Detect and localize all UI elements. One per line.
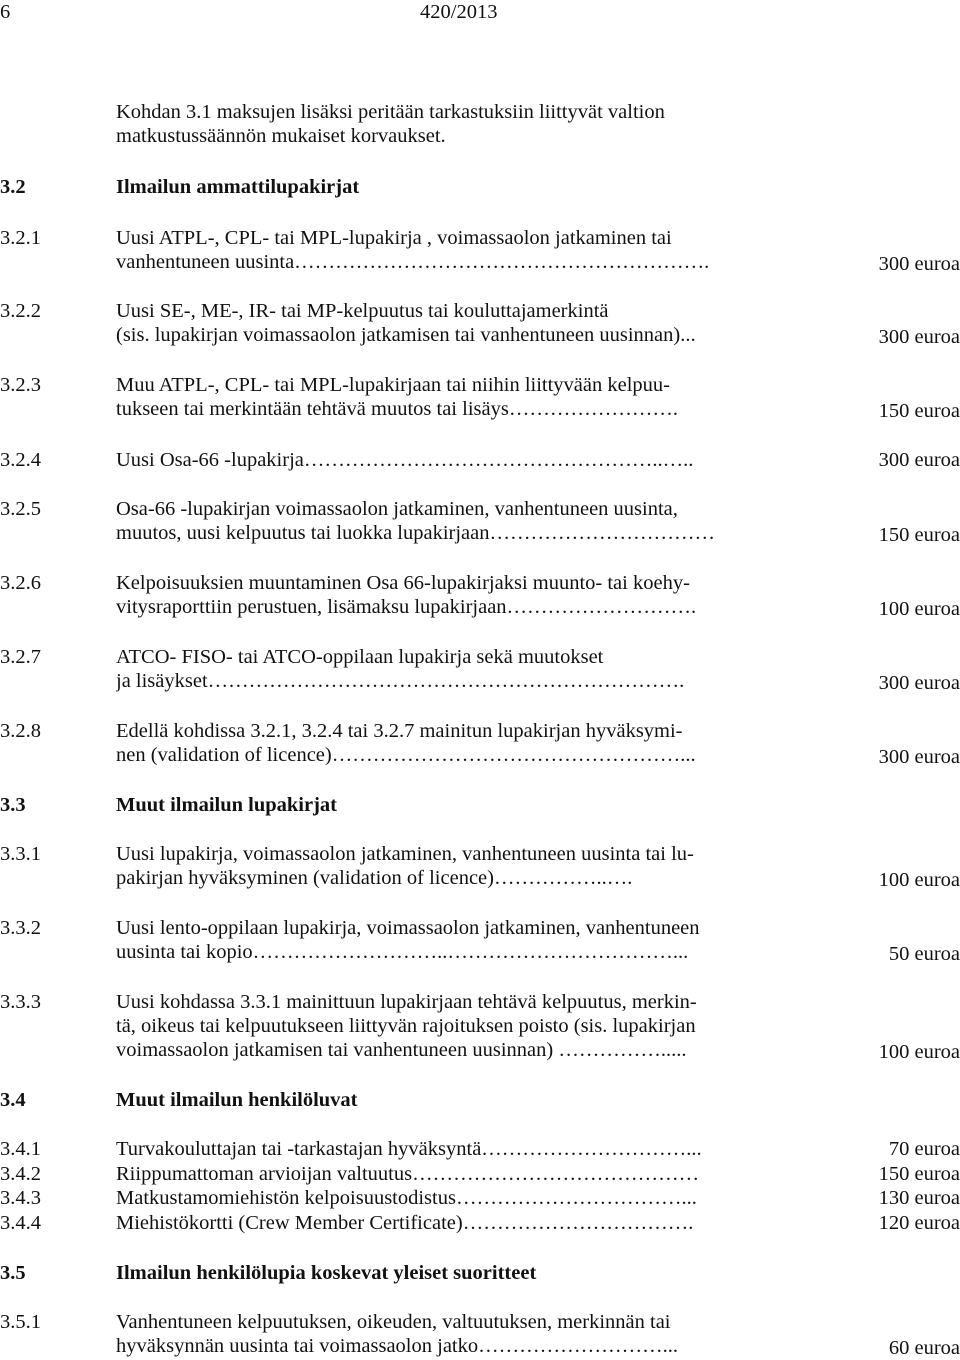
item-text-line: tukseen tai merkintään tehtävä muutos tai lisäys…………………….	[116, 398, 678, 420]
item-price: 100 euroa	[878, 598, 960, 620]
item-text-line: hyväksynnän uusinta tai voimassaolon jatko………………………...	[116, 1335, 678, 1357]
item-text-line: Uusi lupakirja, voimassaolon jatkaminen, vanhentuneen uusinta tai lu-	[116, 843, 694, 865]
item-number: 3.2.1	[0, 227, 41, 249]
item-price: 300 euroa	[878, 449, 960, 471]
item-price: 120 euroa	[878, 1212, 960, 1234]
item-text-line: Kelpoisuuksien muuntaminen Osa 66-lupakirjaksi muunto- tai koehy-	[116, 572, 690, 594]
item-text-line: vitysraporttiin perustuen, lisämaksu lupakirjaan……………………….	[116, 596, 697, 618]
item-text-line: Turvakouluttajan tai -tarkastajan hyväksyntä…………………………...	[116, 1138, 702, 1160]
item-text-line: Miehistökortti (Crew Member Certificate)…………………………….	[116, 1212, 694, 1234]
item-number: 3.2.3	[0, 374, 41, 396]
item-text-line: tä, oikeus tai kelpuutukseen liittyvän rajoituksen poisto (sis. lupakirjan	[116, 1015, 696, 1037]
item-text-line: uusinta tai kopio………………………..……………………………...	[116, 941, 689, 963]
item-number: 3.2.6	[0, 572, 41, 594]
item-text-line: pakirjan hyväksyminen (validation of licence)……………..….	[116, 867, 633, 889]
item-text-line: muutos, uusi kelpuutus tai luokka lupakirjaan……………………………	[116, 522, 716, 544]
item-price: 150 euroa	[878, 524, 960, 546]
item-text-line: Uusi Osa-66 -lupakirja……………………………………………..…..	[116, 449, 694, 471]
section-title: Ilmailun henkilölupia koskevat yleiset suoritteet	[116, 1262, 537, 1284]
item-text-line: voimassaolon jatkamisen tai vanhentuneen uusinnan) …………….....	[116, 1039, 687, 1061]
intro-line: matkustussäännön mukaiset korvaukset.	[116, 125, 446, 147]
item-price: 130 euroa	[878, 1187, 960, 1209]
intro-line: Kohdan 3.1 maksujen lisäksi peritään tarkastuksiin liittyvät valtion	[116, 101, 665, 123]
item-text-line: ja lisäykset…………………………………………………………….	[116, 670, 685, 692]
item-number: 3.2.4	[0, 449, 41, 471]
item-number: 3.3.2	[0, 917, 41, 939]
item-price: 300 euroa	[878, 746, 960, 768]
item-text-line: Uusi SE-, ME-, IR- tai MP-kelpuutus tai kouluttajamerkintä	[116, 300, 609, 322]
item-price: 70 euroa	[888, 1138, 960, 1160]
item-text-line: Edellä kohdissa 3.2.1, 3.2.4 tai 3.2.7 mainitun lupakirjan hyväksymi-	[116, 720, 683, 742]
item-price: 50 euroa	[888, 943, 960, 965]
item-text-line: vanhentuneen uusinta…………………………………………………….	[116, 251, 710, 273]
item-text-line: Matkustamomiehistön kelpoisuustodistus……………………………...	[116, 1187, 697, 1209]
section-number: 3.3	[0, 794, 26, 816]
item-price: 300 euroa	[878, 253, 960, 275]
item-text-line: Vanhentuneen kelpuutuksen, oikeuden, valtuutuksen, merkinnän tai	[116, 1311, 671, 1333]
item-text-line: Uusi kohdassa 3.3.1 mainittuun lupakirjaan tehtävä kelpuutus, merkin-	[116, 991, 697, 1013]
section-title: Muut ilmailun henkilöluvat	[116, 1089, 358, 1111]
item-number: 3.4.4	[0, 1212, 41, 1234]
section-number: 3.4	[0, 1089, 26, 1111]
item-price: 60 euroa	[888, 1337, 960, 1359]
item-text-line: Riippumattoman arvioijan valtuutus……………………………………	[116, 1163, 700, 1185]
section-number: 3.2	[0, 176, 26, 198]
item-number: 3.4.2	[0, 1163, 41, 1185]
item-text-line: (sis. lupakirjan voimassaolon jatkamisen tai vanhentuneen uusinnan)...	[116, 324, 696, 346]
item-number: 3.3.1	[0, 843, 41, 865]
item-price: 100 euroa	[878, 869, 960, 891]
item-number: 3.2.7	[0, 646, 41, 668]
item-text-line: ATCO- FISO- tai ATCO-oppilaan lupakirja sekä muutokset	[116, 646, 604, 668]
item-price: 100 euroa	[878, 1041, 960, 1063]
section-title: Muut ilmailun lupakirjat	[116, 794, 337, 816]
item-number: 3.5.1	[0, 1311, 41, 1333]
section-title: Ilmailun ammattilupakirjat	[116, 176, 360, 198]
item-text-line: nen (validation of licence)……………………………………………...	[116, 744, 696, 766]
document-reference: 420/2013	[420, 1, 498, 23]
item-price: 150 euroa	[878, 400, 960, 422]
page-number: 6	[0, 1, 11, 23]
item-number: 3.2.8	[0, 720, 41, 742]
item-text-line: Uusi ATPL-, CPL- tai MPL-lupakirja , voimassaolon jatkaminen tai	[116, 227, 672, 249]
item-text-line: Uusi lento-oppilaan lupakirja, voimassaolon jatkaminen, vanhentuneen	[116, 917, 700, 939]
item-number: 3.4.1	[0, 1138, 41, 1160]
section-number: 3.5	[0, 1262, 26, 1284]
item-number: 3.3.3	[0, 991, 41, 1013]
page-header	[0, 0, 960, 26]
item-number: 3.4.3	[0, 1187, 41, 1209]
item-text-line: Osa-66 -lupakirjan voimassaolon jatkaminen, vanhentuneen uusinta,	[116, 498, 678, 520]
item-price: 150 euroa	[878, 1163, 960, 1185]
item-text-line: Muu ATPL-, CPL- tai MPL-lupakirjaan tai niihin liittyvään kelpuu-	[116, 374, 671, 396]
item-number: 3.2.5	[0, 498, 41, 520]
item-price: 300 euroa	[878, 326, 960, 348]
item-number: 3.2.2	[0, 300, 41, 322]
item-price: 300 euroa	[878, 672, 960, 694]
